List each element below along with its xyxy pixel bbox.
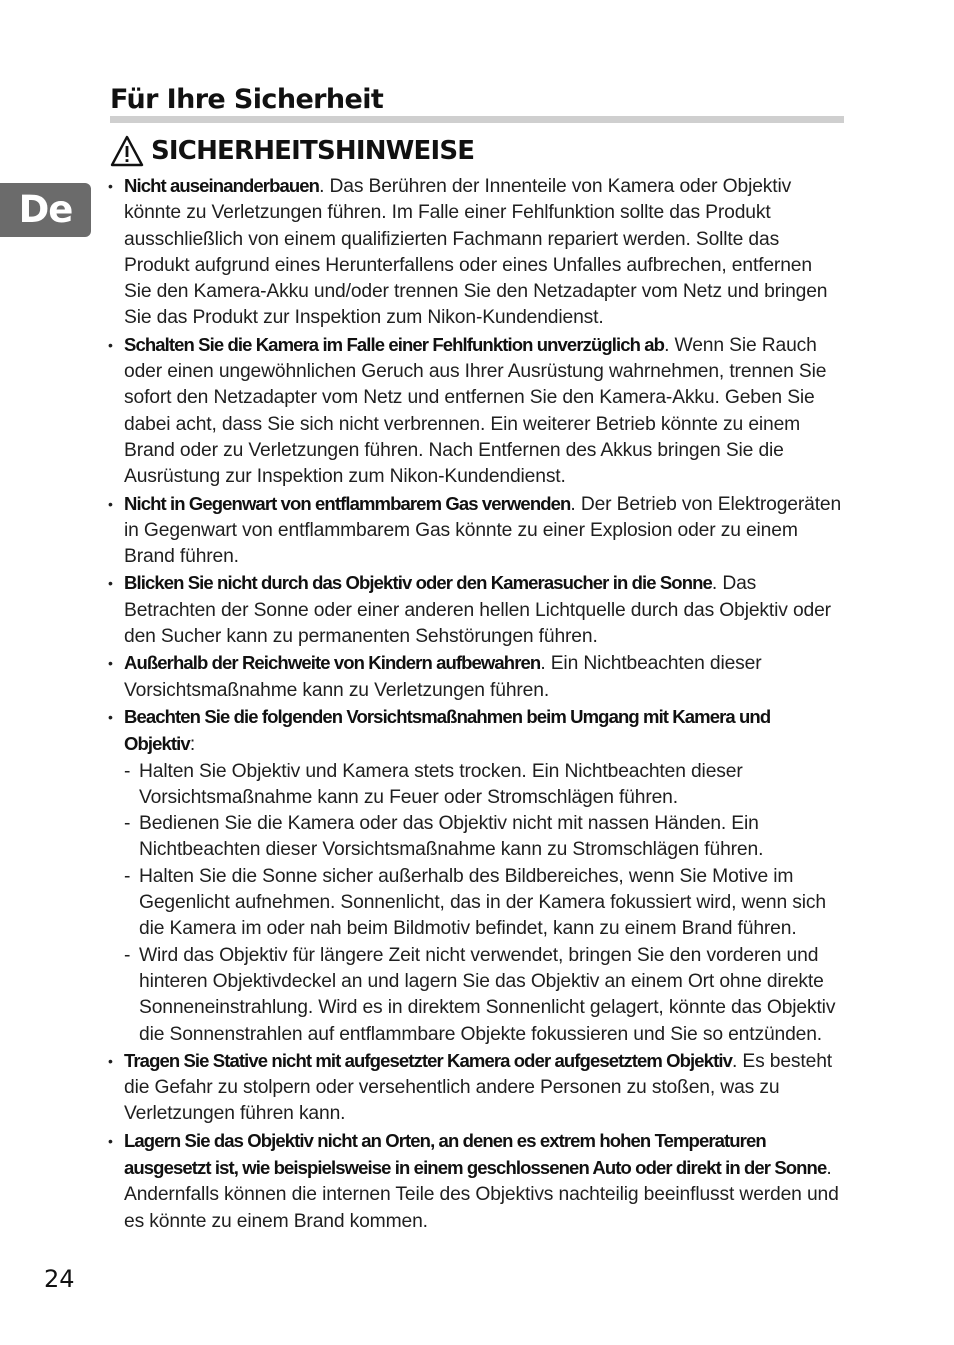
list-item — [108, 1048, 844, 1128]
item-text: . Das Betrachten der Sonne oder einer anderen hellen Lichtquelle durch das Objektiv oder den Sucher kann zu permanenten Sehstörungen führen. — [124, 573, 831, 648]
list-item — [108, 173, 844, 332]
item-text: . Ein Nichtbeachten dieser Vorsichtsmaßnahme kann zu Verletzungen führen. — [124, 653, 762, 701]
list-item — [108, 1128, 844, 1235]
sub-item-text: Halten Sie die Sonne sicher außerhalb des Bildbereiches, wenn Sie Motive im Gegenlicht aufnehmen. Sonnenlicht, das in der Kamera fokussiert wird, wenn sich die Kamera im oder nah beim Bildmotiv befindet, kann zu einem Brand führen. — [139, 865, 826, 940]
bullet: • — [108, 1052, 113, 1069]
item-lead: Außerhalb der Reichweite von Kindern aufbewahren — [124, 652, 541, 674]
language-tab: De — [0, 183, 91, 237]
item-text: . Andernfalls können die internen Teile des Objektivs nachteilig beeinflusst werden und es könnte zu einem Brand kommen. — [124, 1157, 839, 1232]
bullet: • — [108, 495, 113, 512]
list-item — [108, 491, 844, 571]
item-lead: Lagern Sie das Objektiv nicht an Orten, an denen es extrem hohen Temperaturen ausgesetzt ist, wie beispielsweise in einem geschlossenen Auto oder direkt in der Sonne — [124, 1129, 827, 1178]
item-lead: Schalten Sie die Kamera im Falle einer Fehlfunktion unverzüglich ab — [124, 333, 665, 355]
sub-list — [124, 759, 844, 1048]
title-underline — [110, 116, 844, 123]
bullet: • — [108, 178, 113, 194]
dash: - — [124, 813, 131, 835]
item-text: . Wenn Sie Rauch oder einen ungewöhnlichen Geruch aus Ihrer Ausrüstung wahrnehmen, trennen Sie sofort den Netzadapter vom Netz und entfernen Sie den Kamera-Akku. Geben Sie dabei acht, dass Sie sich nicht verbrennen. Ein weiterer Betrieb könnte zu einem Brand oder zu Verletzungen führen. Nach Entfernen des Akkus bringen Sie die Ausrüstung zur Inspektion zum Nikon-Kundendienst. — [124, 334, 827, 488]
item-text: . Der Betrieb von Elektrogeräten in Gegenwart von entflammbarem Gas könnte zu einer Explosion oder zu einem Brand führen. — [124, 493, 842, 568]
list-item — [108, 332, 844, 491]
item-text: . Das Berühren der Innenteile von Kamera oder Objektiv könnte zu Verletzungen führen. Im Falle einer Fehlfunktion sollte das Produkt ausschließlich von einem qualifizierten Fachmann repariert werden. Sollte das Produkt aufgrund eines Herunterfallens oder eines Unfalles aufbrechen, entfernen Sie den Kamera-Akku und/oder trennen Sie den Netzadapter vom Netz und bringen Sie das Produkt zur Inspektion zum Nikon-Kundendienst. — [124, 176, 828, 329]
bullet: • — [108, 336, 113, 353]
sub-list-item — [124, 864, 844, 943]
item-lead: Tragen Sie Stative nicht mit aufgesetzter Kamera oder aufgesetztem Objektiv — [124, 1049, 732, 1071]
sub-item-text: Wird das Objektiv für längere Zeit nicht verwendet, bringen Sie den vorderen und hinteren Objektivdeckel an und lagern Sie das Objektiv an einem Ort ohne direkte Sonneneinstrahlung. Wird es in direktem Sonnenlicht gelagert, könnte das Objektiv die Sonnenstrahlen auf entflammbare Objekte fokussieren und Sie so entzünden. — [139, 944, 836, 1045]
bullet: • — [108, 655, 113, 672]
item-text: . Es besteht die Gefahr zu stolpern oder versehentlich andere Personen zu stoßen, was zu Verletzungen führen kann. — [124, 1050, 832, 1125]
bullet: • — [108, 575, 113, 592]
item-text: : — [189, 734, 196, 756]
bullet: • — [108, 708, 113, 725]
dash: - — [124, 944, 131, 966]
sub-list-item — [124, 759, 844, 812]
dash: - — [124, 865, 131, 887]
sub-item-text: Halten Sie Objektiv und Kamera stets trocken. Ein Nichtbeachten dieser Vorsichtsmaßnahme kann zu Feuer oder Stromschlägen führen. — [139, 760, 743, 808]
section-heading — [110, 133, 474, 169]
page-number: 24 — [44, 1265, 75, 1293]
list-item — [108, 570, 844, 650]
sub-list-item — [124, 811, 844, 864]
section-title: SICHERHEITSHINWEISE — [151, 136, 475, 166]
safety-list — [108, 173, 844, 1235]
list-item — [108, 704, 844, 1048]
item-lead: Nicht auseinanderbauen — [124, 175, 320, 196]
dash: - — [124, 760, 131, 782]
page-title: Für Ihre Sicherheit — [110, 84, 384, 115]
sub-item-text: Bedienen Sie die Kamera oder das Objektiv nicht mit nassen Händen. Ein Nichtbeachten dieser Vorsichtsmaßnahme kann zu Stromschlägen führen. — [139, 813, 764, 861]
item-lead: Blicken Sie nicht durch das Objektiv oder den Kamerasucher in die Sonne — [124, 572, 712, 594]
list-item — [108, 650, 844, 704]
bullet: • — [108, 1132, 113, 1149]
sub-list-item — [124, 943, 844, 1048]
item-lead: Nicht in Gegenwart von entflammbarem Gas verwenden — [124, 492, 571, 514]
warning-triangle-icon — [110, 135, 144, 167]
item-lead: Beachten Sie die folgenden Vorsichtsmaßnahmen beim Umgang mit Kamera und Objektiv — [124, 705, 771, 755]
